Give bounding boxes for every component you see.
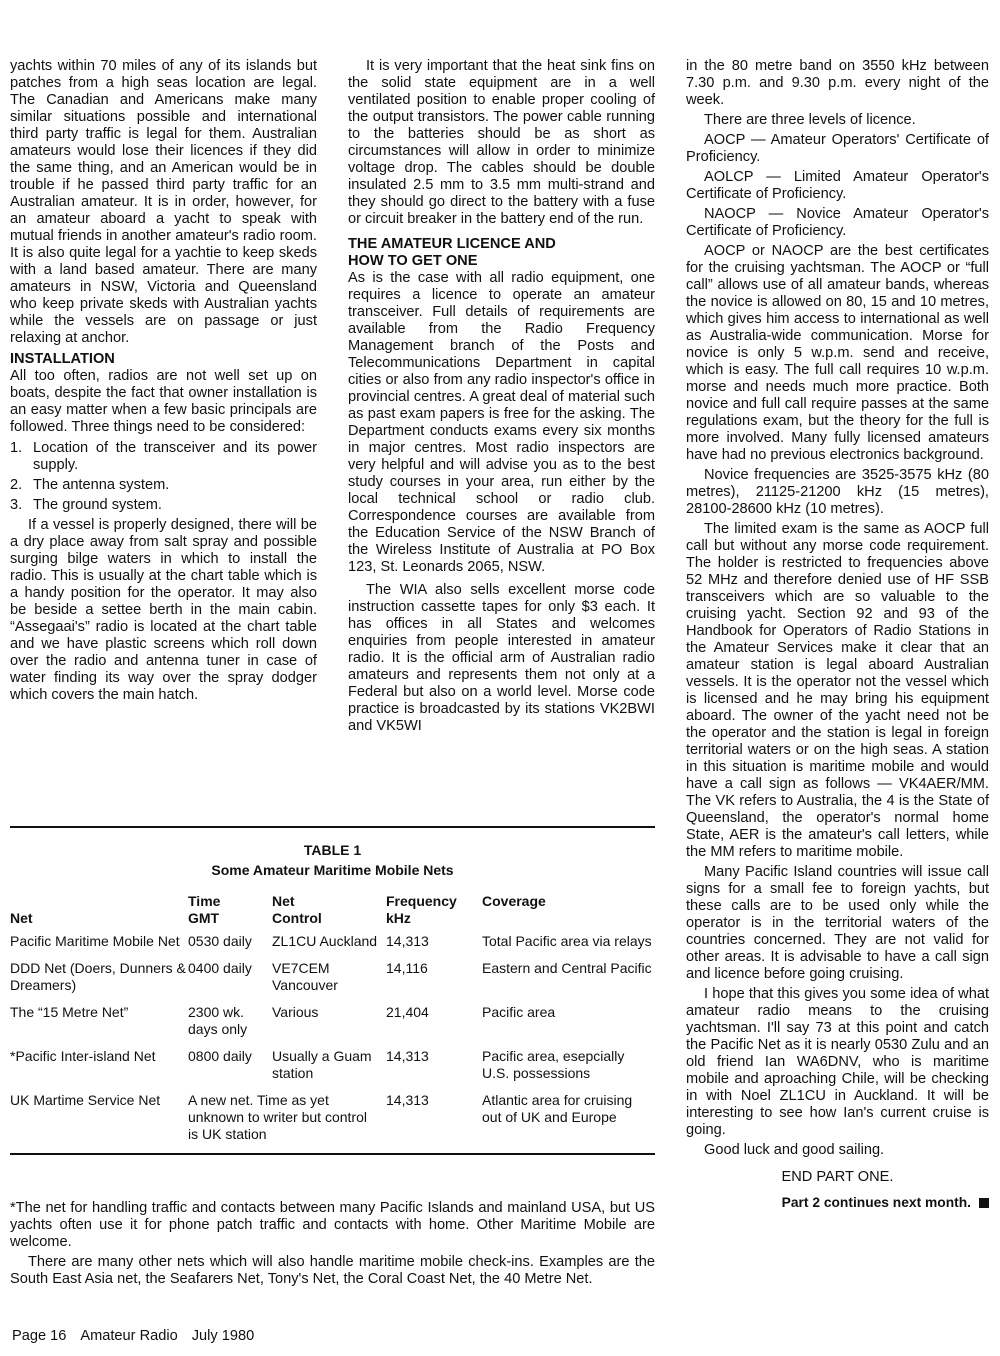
installation-heading: INSTALLATION bbox=[10, 351, 115, 367]
cell-net: Pacific Maritime Mobile Net bbox=[10, 933, 180, 949]
cell-coverage: Total Pacific area via relays bbox=[482, 933, 652, 949]
column-3 bbox=[686, 58, 989, 1211]
continues-note: Part 2 continues next month. bbox=[686, 1194, 989, 1211]
col3-paragraph-3: AOCP — Amateur Operators' Certificate of Proficiency. bbox=[686, 132, 989, 165]
col3-paragraph-2: There are three levels of licence. bbox=[704, 112, 916, 128]
cell-frequency: 14,313 bbox=[386, 1048, 429, 1064]
col2-paragraph-1: It is very important that the heat sink fins on the solid state equipment are in a well ventilated position to enable proper cooling of the output transistors. The power cable running to the batteries should be as short as circumstances will allow in order to minimize voltage drop. The cables should be double insulated 2.5 mm to 3.5 mm multi-strand and they should go direct to the battery with a fuse or circuit breaker in the battery end of the run. bbox=[348, 58, 655, 227]
table-row bbox=[10, 1048, 655, 1092]
table-notes bbox=[10, 1200, 655, 1291]
header-net: Net bbox=[10, 910, 33, 926]
cell-coverage: Pacific area, esepcially U.S. possessions bbox=[482, 1048, 625, 1081]
col3-paragraph-7: Novice frequencies are 3525-3575 kHz (80 metres), 21125-21200 kHz (15 metres), 28100-28600 kHz (10 metres). bbox=[686, 467, 989, 517]
end-square-icon bbox=[979, 1198, 989, 1208]
cell-time: 0530 daily bbox=[188, 933, 252, 949]
cell-control: ZL1CU Auckland bbox=[272, 933, 378, 949]
list-item: 1. Location of the transceiver and its power supply. bbox=[10, 440, 317, 473]
cell-time: A new net. Time as yet unknown to writer but control is UK station bbox=[188, 1092, 367, 1142]
col3-paragraph-8: The limited exam is the same as AOCP full call but without any morse code requirement. The holder is restricted to frequencies above 52 MHz and therefore denied use of HF SSB transceivers which are so valuable to the cruising yacht. Section 92 and 93 of the Handbook for Operators of Radio Stations in the Amateur Services make it clear that an amateur station is legal aboard Australian vessels. It is the operator not the vessel which is licensed and he may bring his equipment aboard. The owner of the yacht need not be the operator and the station is legal in foreign territorial waters or on the high seas. A station in this situation is maritime mobile and would have a call sign as follows — VK4AER/MM. The VK refers to Australia, the 4 is the State of Queensland, the operator's normal home State, AER is the amateur's call letters, while the MM refers to maritime mobile. bbox=[686, 521, 989, 860]
footer-date: July 1980 bbox=[191, 1328, 255, 1344]
cell-time: 0800 daily bbox=[188, 1048, 252, 1064]
col3-paragraph-9: Many Pacific Island countries will issue call signs for a small fee to foreign yachts, but these calls are to be used only while the operator is in the territorial waters of the countries concerned. They are not valid for other areas. It is advisable to have a call sign and licence before going cruising. bbox=[686, 864, 989, 982]
header-time: Time GMT bbox=[188, 893, 221, 926]
cell-net: DDD Net (Doers, Dunners & Dreamers) bbox=[10, 960, 186, 993]
col3-paragraph-10: I hope that this gives you some idea of what amateur radio means to the cruising yachtsman. I'll say 73 at this point and catch the Pacific Net as it is nearly 0530 Zulu and an old friend Ian WA6DNV, who is maritime mobile and aproaching Chile, will be checking in with Noel ZL1CU in Auckland. It will be interesting to see how Ian's current cruise is going. bbox=[686, 986, 989, 1138]
cell-time: 0400 daily bbox=[188, 960, 252, 976]
col1-paragraph-2: All too often, radios are not well set up on boats, despite the fact that owner installation is an easy matter when a few basic principals are followed. Three things need to be considered: bbox=[10, 368, 317, 435]
col3-paragraph-6: AOCP or NAOCP are the best certificates for the cruising yachtsman. The AOCP or “full call” allows use of all amateur bands, whereas the novice is allowed on 80, 15 and 10 metres, which gives him access to international as well as Australia-wide communication. Morse for novice is only 5 w.p.m. send and receive, which is easy. The full call requires 10 w.p.m. morse and needs much more practice. Both novice and full call require passes at the same regulations exam, but the theory for the full is more involved. Many fully licensed amateurs have had no previous electronics background. bbox=[686, 243, 989, 463]
header-frequency: Frequency kHz bbox=[386, 893, 457, 926]
column-2 bbox=[348, 58, 655, 738]
col2-paragraph-2: As is the case with all radio equipment, one requires a licence to operate an amateur transceiver. Full details of requirements are available from the Radio Frequency Management branch of the Posts and Telecommunications Department in capital cities or also from any radio inspector's office in provincial centres. A great deal of material such as past exam papers is free for the asking. The Department conducts exams every six months in major centres. Most radio inspectors are very helpful and will advise you as to the best study courses in your area, run either by the local technical school or radio club. Correspondence courses are available from the Education Service of the NSW Branch of the Wireless Institute of Australia at PO Box 123, St. Leonards 2065, NSW. bbox=[348, 270, 655, 575]
header-coverage: Coverage bbox=[482, 893, 546, 909]
cell-frequency: 14,313 bbox=[386, 933, 429, 949]
licence-heading-line-1: THE AMATEUR LICENCE AND bbox=[348, 236, 556, 252]
list-item: 3. The ground system. bbox=[10, 497, 162, 513]
table-footnote: *The net for handling traffic and contacts between many Pacific Islands and mainland USA, but US yachts often use it for phone patch traffic and contacts with home. Other Maritime Mobile are welcome. bbox=[10, 1200, 655, 1250]
col1-paragraph-3: If a vessel is properly designed, there will be a dry place away from salt spray and possible surging bilge waters in which to install the radio. This is usually at the chart table which is a handy position for the operator. It may also be beside a settee berth in the main cabin. “Assegaai's” radio is located at the chart table and we have plastic screens which roll down over the radio and antenna tuner in case of water finding its way over the spray dodger which covers the main hatch. bbox=[10, 517, 317, 703]
col3-paragraph-4: AOLCP — Limited Amateur Operator's Certificate of Proficiency. bbox=[686, 169, 989, 202]
cell-coverage: Pacific area bbox=[482, 1004, 556, 1020]
cell-frequency: 14,313 bbox=[386, 1092, 429, 1108]
table-bottom-rule bbox=[10, 1153, 655, 1155]
table-row bbox=[10, 1004, 655, 1048]
cell-frequency: 14,116 bbox=[386, 960, 428, 976]
cell-net: The “15 Metre Net” bbox=[10, 1004, 129, 1020]
table-row bbox=[10, 933, 655, 960]
col2-paragraph-3: The WIA also sells excellent morse code instruction cassette tapes for only $3 each. It has offices in all States and welcomes enquiries from people interested in amateur radio. It is the official arm of Australian radio amateurs and represents them not only at a Federal but also on a world level. Morse code practice is broadcasted by its stations VK2BWI and VK5WI bbox=[348, 582, 655, 734]
col3-paragraph-11: Good luck and good sailing. bbox=[704, 1142, 885, 1158]
table-row bbox=[10, 960, 655, 1004]
licence-heading bbox=[348, 236, 655, 270]
end-part-label: END PART ONE. bbox=[781, 1169, 894, 1185]
table-title: TABLE 1 bbox=[303, 842, 362, 858]
list-item: 2. The antenna system. bbox=[10, 477, 170, 493]
table-top-rule bbox=[10, 826, 655, 828]
cell-control: Usually a Guam station bbox=[272, 1048, 372, 1081]
table-row bbox=[10, 1092, 655, 1153]
cell-coverage: Eastern and Central Pacific bbox=[482, 960, 652, 976]
col1-paragraph-1: yachts within 70 miles of any of its islands but patches from a high seas location are legal. The Canadian and Americans make many similar situations possible and international third party traffic is legal for them. Australian amateurs would lose their licences if they did the same thing, and an American would be in trouble if he passed third party traffic for an Australian amateur. It is in order, however, for an amateur aboard a yacht to speak with mutual friends in another amateur's radio room. It is also quite legal for a yachtie to keep skeds with a land based amateur. There are many amateurs in NSW, Victoria and Queensland who keep private skeds with Australian yachts while the vessels are on passage or just relaxing at anchor. bbox=[10, 58, 317, 346]
table-other-nets-note: There are many other nets which will also handle maritime mobile check-ins. Examples are the South East Asia net, the Seafarers Net, Tony's Net, the Coral Coast Net, the 40 Metre Net. bbox=[10, 1254, 655, 1287]
page-footer bbox=[12, 1328, 268, 1344]
considerations-list bbox=[10, 440, 317, 514]
table-subtitle: Some Amateur Maritime Mobile Nets bbox=[211, 862, 454, 878]
cell-net: UK Martime Service Net bbox=[10, 1092, 161, 1108]
cell-net: *Pacific Inter-island Net bbox=[10, 1048, 156, 1064]
footer-publication: Amateur Radio bbox=[80, 1328, 178, 1344]
table-header-row bbox=[10, 893, 655, 933]
licence-heading-line-2: HOW TO GET ONE bbox=[348, 253, 478, 269]
column-1 bbox=[10, 58, 317, 707]
cell-control: VE7CEM Vancouver bbox=[272, 960, 338, 993]
cell-control: Various bbox=[272, 1004, 319, 1020]
col3-paragraph-5: NAOCP — Novice Amateur Operator's Certificate of Proficiency. bbox=[686, 206, 989, 239]
cell-coverage: Atlantic area for cruising out of UK and Europe bbox=[482, 1092, 633, 1125]
cell-frequency: 21,404 bbox=[386, 1004, 429, 1020]
col3-paragraph-1: in the 80 metre band on 3550 kHz between 7.30 p.m. and 9.30 p.m. every night of the week. bbox=[686, 58, 989, 108]
footer-page-number: Page 16 bbox=[12, 1328, 67, 1344]
table-1 bbox=[10, 826, 655, 1155]
nets-table bbox=[10, 893, 655, 1153]
cell-time: 2300 wk. days only bbox=[188, 1004, 248, 1037]
header-control: Net Control bbox=[272, 893, 322, 926]
